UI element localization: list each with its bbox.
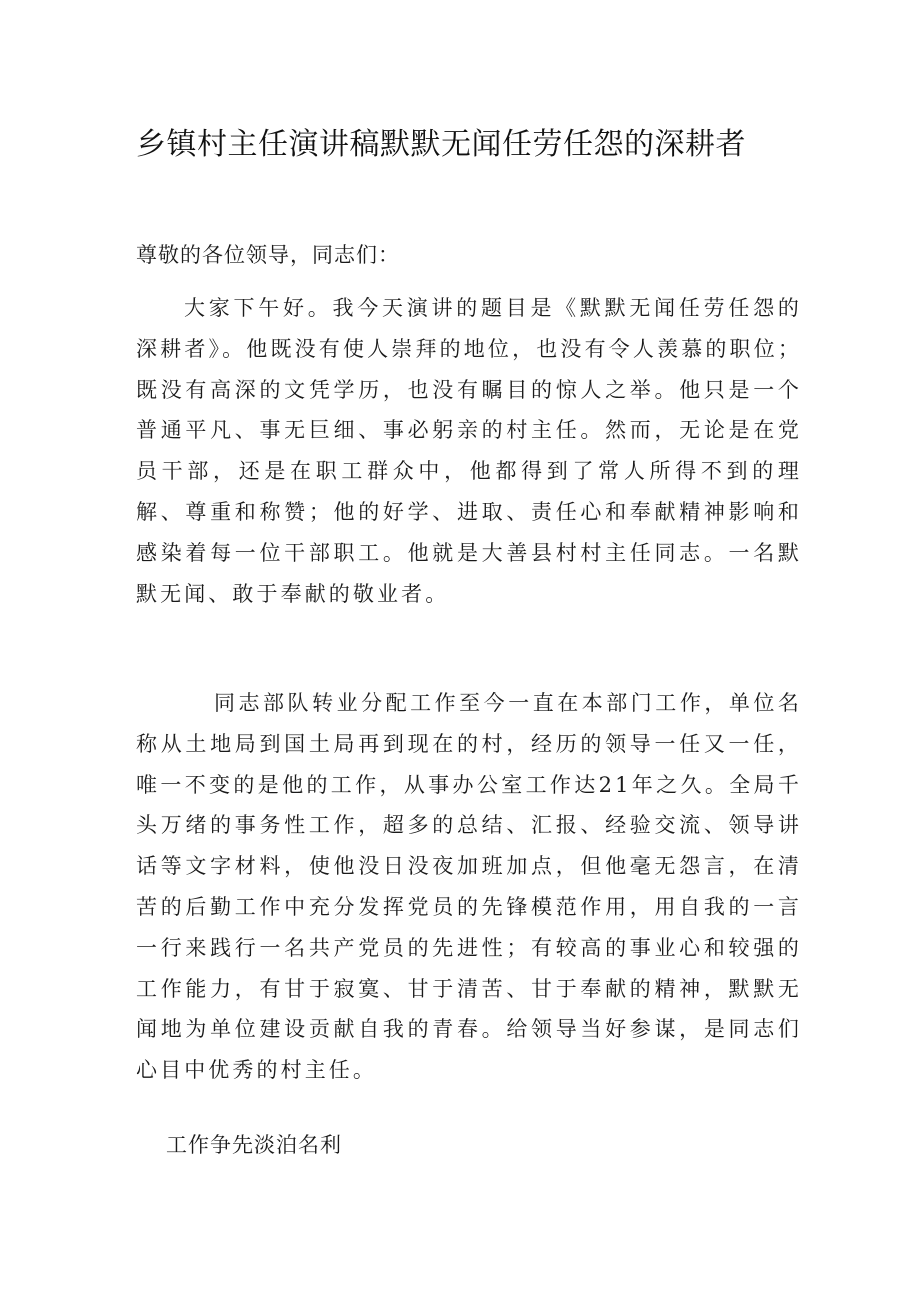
- paragraph-1: 大家下午好。我今天演讲的题目是《默默无闻任劳任怨的深耕者》。他既没有使人崇拜的地位，也没有令人羡慕的职位；既没有高深的文凭学历，也没有瞩目的惊人之举。他只是一个普通平凡、事无巨细、事必躬亲的村主任。然而，无论是在党员干部，还是在职工群众中，他都得到了常人所得不到的理解、尊重和称赞；他的好学、进取、责任心和奉献精神影响和感染着每一位干部职工。他就是大善县村村主任同志。一名默默无闻、敢于奉献的敬业者。: [136, 296, 802, 606]
- section-subheading: 工作争先淡泊名利: [166, 1133, 342, 1157]
- salutation: 尊敬的各位领导，同志们：: [136, 243, 400, 267]
- paragraph-2: 同志部队转业分配工作至今一直在本部门工作，单位名称从土地局到国土局再到现在的村，经历的领导一任又一任，唯一不变的是他的工作，从事办公室工作达21年之久。全局千头万绪的事务性工作，超多的总结、汇报、经验交流、领导讲话等文字材料，使他没日没夜加班加点，但他毫无怨言，在清苦的后勤工作中充分发挥党员的先锋模范作用，用自我的一言一行来践行一名共产党员的先进性；有较高的事业心和较强的工作能力，有甘于寂寞、甘于清苦、甘于奉献的精神，默默无闻地为单位建设贡献自我的青春。给领导当好参谋，是同志们心目中优秀的村主任。: [136, 691, 802, 1083]
- document-title: 乡镇村主任演讲稿默默无闻任劳任怨的深耕者: [136, 127, 746, 162]
